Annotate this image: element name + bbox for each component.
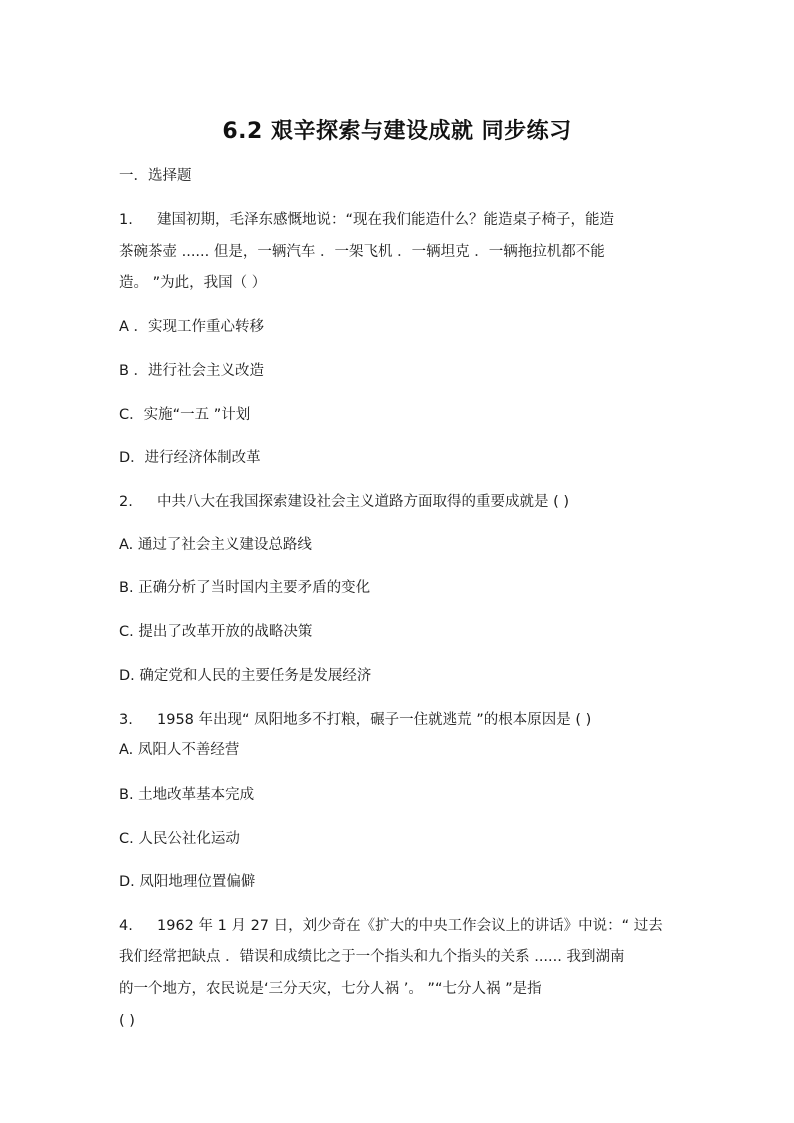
question-3-option-d: D. 凤阳地理位置偏僻 — [119, 874, 256, 890]
question-2-option-b: B. 正确分析了当时国内主要矛盾的变化 — [119, 580, 371, 596]
question-2-text-1: 中共八大在我国探索建设社会主义道路方面取得的重要成就是 ( ) — [157, 494, 570, 510]
question-4-line-4: ( ) — [119, 1013, 135, 1029]
page-title: 6.2 艰辛探索与建设成就 同步练习 — [222, 119, 572, 144]
question-4-number: 4. — [119, 918, 133, 934]
question-2-number: 2. — [119, 494, 133, 510]
question-3-line-1 — [119, 710, 591, 730]
question-3-number: 3. — [119, 712, 133, 728]
question-4-line-3: 的一个地方，农民说是‘三分天灾，七分人祸 ’。 ”“七分人祸 ”是指 — [119, 981, 542, 997]
question-1-option-d: D．进行经济体制改革 — [119, 450, 261, 466]
question-2-line-1 — [119, 492, 569, 512]
question-3-option-b: B. 土地改革基本完成 — [119, 787, 255, 803]
question-1-option-a: A ．实现工作重心转移 — [119, 319, 265, 335]
question-4-text-1: 1962 年 1 月 27 日，刘少奇在《扩大的中央工作会议上的讲话》中说：“ 过去 — [157, 918, 663, 934]
question-1-text-1: 建国初期，毛泽东感慨地说：“现在我们能造什么？能造桌子椅子，能造 — [157, 212, 615, 228]
question-2-option-d: D. 确定党和人民的主要任务是发展经济 — [119, 668, 372, 684]
question-4-line-1 — [119, 916, 663, 936]
question-1-option-b: B ．进行社会主义改造 — [119, 363, 265, 379]
section-heading: 一．选择题 — [119, 168, 192, 184]
question-1-option-c: C．实施“一五 ”计划 — [119, 407, 251, 423]
question-1-line-1 — [119, 210, 614, 230]
question-1-line-3: 造。 ”为此，我国（ ） — [119, 275, 267, 291]
question-4-line-2: 我们经常把缺点 ．错误和成绩比之于一个指头和九个指头的关系 ...... 我到湖南 — [119, 949, 625, 965]
question-3-option-a: A. 凤阳人不善经营 — [119, 742, 240, 758]
question-3-text-1: 1958 年出现“ 凤阳地多不打粮，碾子一住就逃荒 ”的根本原因是 ( ) — [157, 712, 592, 728]
question-1-line-2: 茶碗茶壶 ...... 但是，一辆汽车 ．一架飞机 ．一辆坦克 ．一辆拖拉机都不能 — [119, 244, 605, 260]
question-1-number: 1. — [119, 212, 133, 228]
question-2-option-a: A. 通过了社会主义建设总路线 — [119, 537, 312, 553]
question-3-option-c: C. 人民公社化运动 — [119, 831, 240, 847]
question-2-option-c: C. 提出了改革开放的战略决策 — [119, 624, 313, 640]
